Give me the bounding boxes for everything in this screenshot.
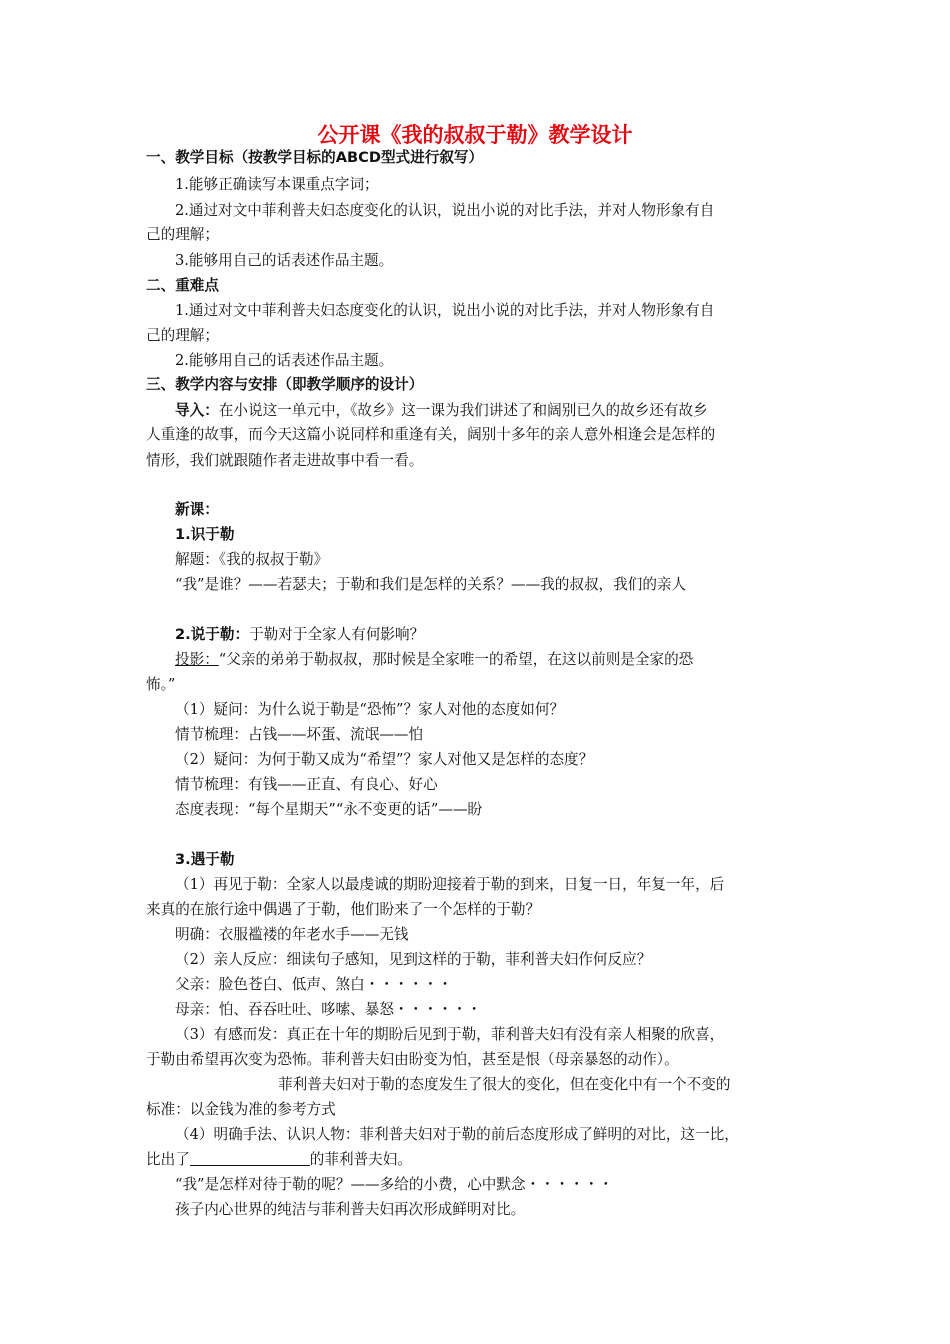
objective-item-2-cont: 己的理解； [146, 226, 219, 243]
part-3-d2 [146, 1149, 816, 1171]
new-lesson-heading: 新课： [175, 501, 219, 518]
part-3-d1: （4）明确手法、认识人物：菲利普夫妇对于勒的前后态度形成了鲜明的对比，这一比， [175, 1126, 739, 1143]
keypoint-item-1: 1.通过对文中菲利普夫妇态度变化的认识，说出小说的对比手法，并对人物形象有自 [175, 302, 715, 319]
objective-item-3: 3.能够用自己的话表述作品主题。 [175, 252, 394, 269]
part-3-d2-end: 的菲利普夫妇。 [309, 1151, 412, 1168]
projection-text: “父亲的弟弟于勒叔叔，那时候是全家唯一的希望，在这以前则是全家的恐 [218, 651, 694, 668]
plot-summary-2: 情节梳理：有钱——正直、有良心、好心 [175, 776, 438, 793]
section-heading-objectives: 一、教学目标（按教学目标的ABCD型式进行叙写） [146, 149, 484, 166]
page-title: 公开课《我的叔叔于勒》教学设计 [317, 123, 633, 147]
question-1: （1）疑问：为什么说于勒是“恐怖”？家人对他的态度如何？ [175, 701, 565, 718]
intro-label: 导入： [175, 402, 219, 419]
part-3-c4: 标准：以金钱为准的参考方式 [146, 1101, 336, 1118]
part-3-a2: 来真的在旅行途中偶遇了于勒，他们盼来了一个怎样的于勒？ [146, 901, 541, 918]
part-3-b3: 母亲：怕、吞吞吐吐、哆嗦、暴怒・・・・・・ [175, 1001, 482, 1018]
part-3-a1: （1）再见于勒：全家人以最虔诚的期盼迎接着于勒的到来，日复一日，年复一年，后 [175, 876, 725, 893]
part-1-line-1: 解题：《我的叔叔于勒》 [175, 551, 329, 568]
part-3-b2: 父亲：脸色苍白、低声、煞白・・・・・・ [175, 976, 453, 993]
intro-line-2: 人重逢的故事，而今天这篇小说同样和重逢有关，阔别十多年的亲人意外相逢会是怎样的 [146, 426, 716, 443]
part-3-c2: 于勒由希望再次变为恐怖。菲利普夫妇由盼变为怕，甚至是恨（母亲暴怒的动作）。 [146, 1051, 679, 1068]
part-3-c1: （3）有感而发：真正在十年的期盼后见到于勒，菲利普夫妇有没有亲人相聚的欣喜， [175, 1026, 725, 1043]
keypoint-item-2: 2.能够用自己的话表述作品主题。 [175, 352, 394, 369]
part-1-line-2: “我”是谁？——若瑟夫；于勒和我们是怎样的关系？——我的叔叔，我们的亲人 [175, 576, 687, 593]
part-2-heading-rest: 于勒对于全家人有何影响？ [249, 626, 425, 643]
keypoint-item-1-cont: 己的理解； [146, 327, 219, 344]
projection-line-2: 怖。” [146, 676, 176, 693]
part-3-a3: 明确：衣服褴褛的年老水手——无钱 [175, 926, 409, 943]
part-3-e2: 孩子内心世界的纯洁与菲利普夫妇再次形成鲜明对比。 [175, 1201, 526, 1218]
intro-line-3: 情形，我们就跟随作者走进故事中看一看。 [146, 452, 424, 469]
intro-text: 在小说这一单元中，《故乡》这一课为我们讲述了和阔别已久的故乡还有故乡 [218, 402, 708, 419]
section-heading-content: 三、教学内容与安排（即教学顺序的设计） [146, 376, 424, 393]
projection-label: 投影： [175, 651, 219, 668]
plot-summary-1: 情节梳理：占钱——坏蛋、流氓——怕 [175, 726, 424, 743]
attitude-line: 态度表现：“每个星期天”“永不变更的话”——盼 [175, 801, 483, 818]
part-1-heading: 1.识于勒 [175, 526, 235, 543]
fill-in-blank [190, 1149, 310, 1166]
intro-paragraph [175, 400, 845, 422]
part-2-heading [175, 624, 845, 646]
objective-item-2: 2.通过对文中菲利普夫妇态度变化的认识，说出小说的对比手法，并对人物形象有自 [175, 202, 715, 219]
part-3-heading: 3.遇于勒 [175, 851, 235, 868]
part-3-d2-start: 比出了 [146, 1151, 190, 1168]
part-3-b1: （2）亲人反应：细读句子感知，见到这样的于勒，菲利普夫妇作何反应？ [175, 951, 652, 968]
part-3-e1: “我”是怎样对待于勒的呢？——多给的小费，心中默念・・・・・・ [175, 1176, 614, 1193]
part-2-heading-bold: 2.说于勒： [175, 626, 250, 643]
question-2: （2）疑问：为何于勒又成为“希望”？家人对他又是怎样的态度？ [175, 751, 594, 768]
section-heading-keypoints: 二、重难点 [146, 277, 219, 294]
objective-item-1: 1.能够正确读写本课重点字词； [175, 176, 379, 193]
projection-line [175, 649, 845, 671]
part-3-c3: 菲利普夫妇对于勒的态度发生了很大的变化，但在变化中有一个不变的 [278, 1076, 731, 1093]
